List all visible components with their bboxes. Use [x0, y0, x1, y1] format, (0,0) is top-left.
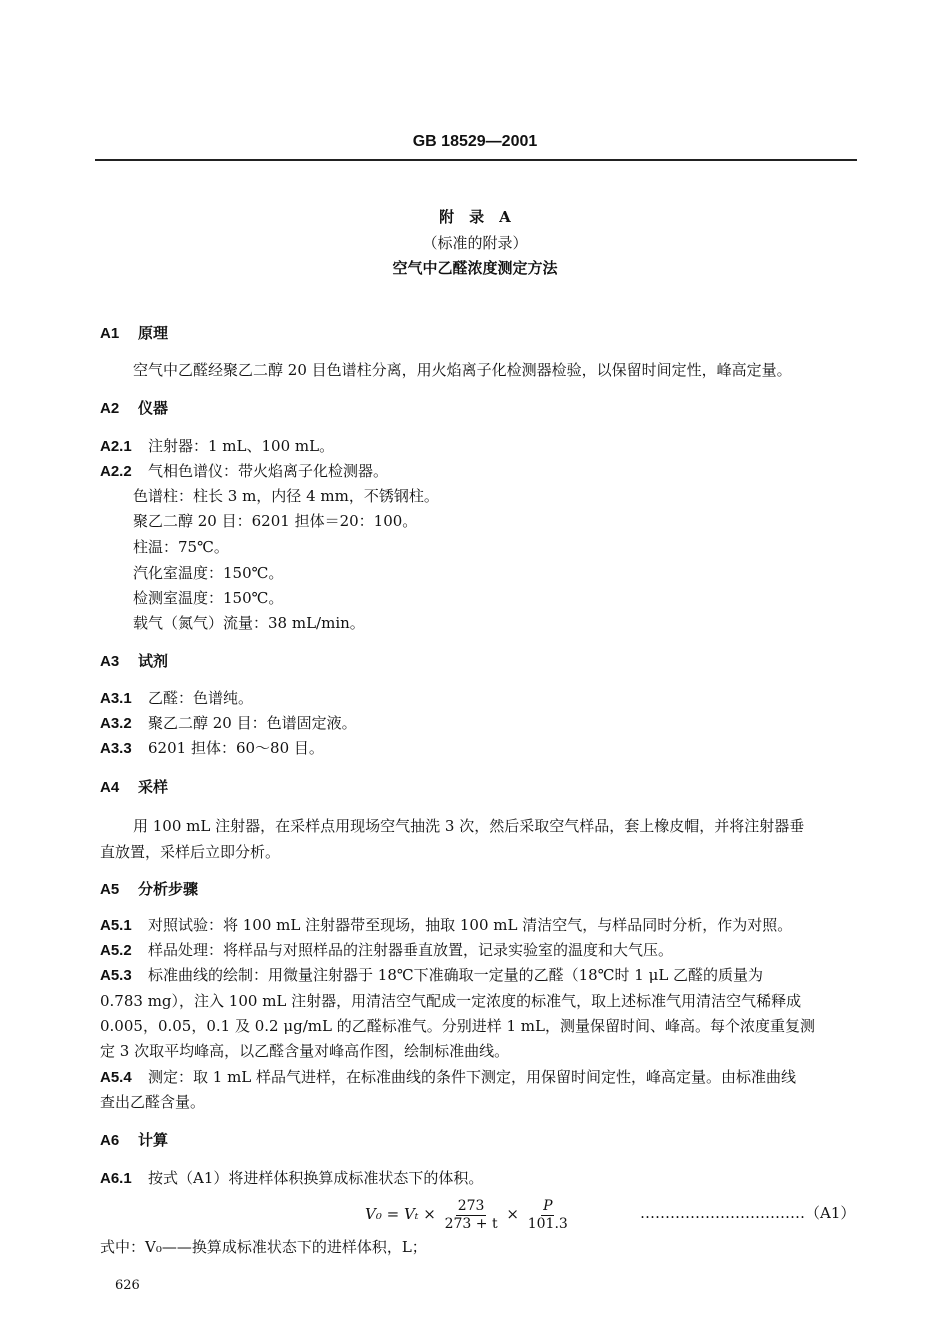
- clause-number: A3.2: [100, 715, 132, 732]
- clause-a3-1: [100, 688, 253, 709]
- formula-a1: [365, 1196, 572, 1233]
- spec-line: 聚乙二醇 20 目：6201 担体＝20：100。: [133, 512, 418, 530]
- section-number: A2: [100, 400, 120, 417]
- clause-text: 乙醛：色谱纯。: [148, 689, 254, 707]
- fraction-temperature: [445, 1198, 498, 1233]
- clause-a2-2: [100, 461, 388, 482]
- denominator: 101.3: [527, 1215, 568, 1232]
- section-title: 计算: [138, 1131, 169, 1149]
- paragraph: 用 100 mL 注射器，在采样点用现场空气抽洗 3 次，然后采取空气样品，套上橡皮帽，并将注射器垂: [133, 817, 805, 835]
- appendix-type: （标准的附录）: [422, 234, 528, 252]
- spec-line: 汽化室温度：150℃。: [133, 564, 284, 582]
- clause-text: 0.005，0.05，0.1 及 0.2 μg/mL 的乙醛标准气。分别进样 1 mL，测量保留时间、峰高。每个浓度重复测: [100, 1017, 815, 1035]
- clause-number: A2.2: [100, 463, 132, 480]
- section-a3-heading: [100, 651, 168, 672]
- section-a2-heading: [100, 398, 168, 419]
- clause-text: 气相色谱仪：带火焰离子化检测器。: [148, 462, 389, 480]
- spec-line: 柱温：75℃。: [133, 538, 229, 556]
- clause-text: 定 3 次取平均峰高，以乙醛含量对峰高作图，绘制标准曲线。: [100, 1042, 510, 1060]
- clause-a5-1: [100, 915, 792, 936]
- clause-a6-1: [100, 1168, 483, 1189]
- standard-code-header: GB 18529—2001: [412, 133, 538, 150]
- clause-a3-2: [100, 713, 357, 734]
- clause-text: 按式（A1）将进样体积换算成标准状态下的体积。: [148, 1169, 484, 1187]
- clause-number: A3.1: [100, 690, 132, 707]
- clause-text: 样品处理：将样品与对照样品的注射器垂直放置，记录实验室的温度和大气压。: [148, 941, 674, 959]
- clause-number: A5.3: [100, 967, 132, 984]
- section-number: A1: [100, 325, 120, 342]
- clause-number: A6.1: [100, 1170, 132, 1187]
- variable-definition: 式中：V₀——换算成标准状态下的进样体积，L；: [100, 1238, 427, 1256]
- clause-text: 对照试验：将 100 mL 注射器带至现场，抽取 100 mL 清洁空气，与样品同时分析，作为对照。: [148, 916, 793, 934]
- clause-text: 注射器：1 mL、100 mL。: [148, 437, 335, 455]
- clause-a5-4: [100, 1067, 796, 1088]
- times-sign: ×: [506, 1205, 519, 1223]
- formula-lhs: V₀ = Vₜ ×: [365, 1205, 436, 1223]
- spec-line: 检测室温度：150℃。: [133, 589, 284, 607]
- clause-text: 测定：取 1 mL 样品气进样，在标准曲线的条件下测定，用保留时间定性，峰高定量。由标准曲线: [148, 1068, 797, 1086]
- clause-text: 查出乙醛含量。: [100, 1093, 206, 1111]
- clause-text: 聚乙二醇 20 目：色谱固定液。: [148, 714, 357, 732]
- section-title: 采样: [138, 778, 169, 796]
- clause-a5-2: [100, 940, 673, 961]
- section-title: 分析步骤: [138, 880, 199, 898]
- clause-text: 6201 担体：60～80 目。: [148, 739, 324, 757]
- header-rule: [95, 159, 857, 161]
- numerator: P: [543, 1197, 553, 1214]
- formula-label: ……………………………（A1）: [640, 1204, 856, 1222]
- clause-number: A3.3: [100, 740, 132, 757]
- section-number: A5: [100, 881, 120, 898]
- clause-a2-1: [100, 436, 334, 457]
- section-a5-heading: [100, 879, 198, 900]
- section-number: A3: [100, 653, 120, 670]
- appendix-label: 附 录 A: [439, 208, 511, 226]
- section-a1-heading: [100, 323, 168, 344]
- section-title: 仪器: [138, 399, 169, 417]
- section-number: A6: [100, 1132, 120, 1149]
- clause-a5-3: [100, 965, 763, 986]
- appendix-title: 空气中乙醛浓度测定方法: [392, 259, 558, 277]
- clause-number: A5.1: [100, 917, 132, 934]
- clause-a3-3: [100, 738, 324, 759]
- clause-number: A5.2: [100, 942, 132, 959]
- page-number: 626: [115, 1278, 140, 1293]
- paragraph: 直放置，采样后立即分析。: [100, 843, 281, 861]
- clause-text: 0.783 mg），注入 100 mL 注射器，用清洁空气配成一定浓度的标准气，取上述标准气用清洁空气稀释成: [100, 992, 802, 1010]
- denominator: 273 + t: [444, 1215, 498, 1232]
- paragraph: 空气中乙醛经聚乙二醇 20 目色谱柱分离，用火焰离子化检测器检验，以保留时间定性，峰高定量。: [133, 361, 792, 379]
- clause-number: A2.1: [100, 438, 132, 455]
- spec-line: 色谱柱：柱长 3 m，内径 4 mm，不锈钢柱。: [133, 487, 439, 505]
- fraction-pressure: [528, 1198, 568, 1233]
- section-title: 试剂: [138, 652, 169, 670]
- spec-line: 载气（氮气）流量：38 mL/min。: [133, 614, 365, 632]
- numerator: 273: [457, 1197, 485, 1214]
- section-title: 原理: [138, 324, 169, 342]
- section-a6-heading: [100, 1130, 168, 1151]
- clause-text: 标准曲线的绘制：用微量注射器于 18℃下准确取一定量的乙醛（18℃时 1 μL 乙醛的质量为: [148, 966, 764, 984]
- section-number: A4: [100, 779, 120, 796]
- clause-number: A5.4: [100, 1069, 132, 1086]
- section-a4-heading: [100, 777, 168, 798]
